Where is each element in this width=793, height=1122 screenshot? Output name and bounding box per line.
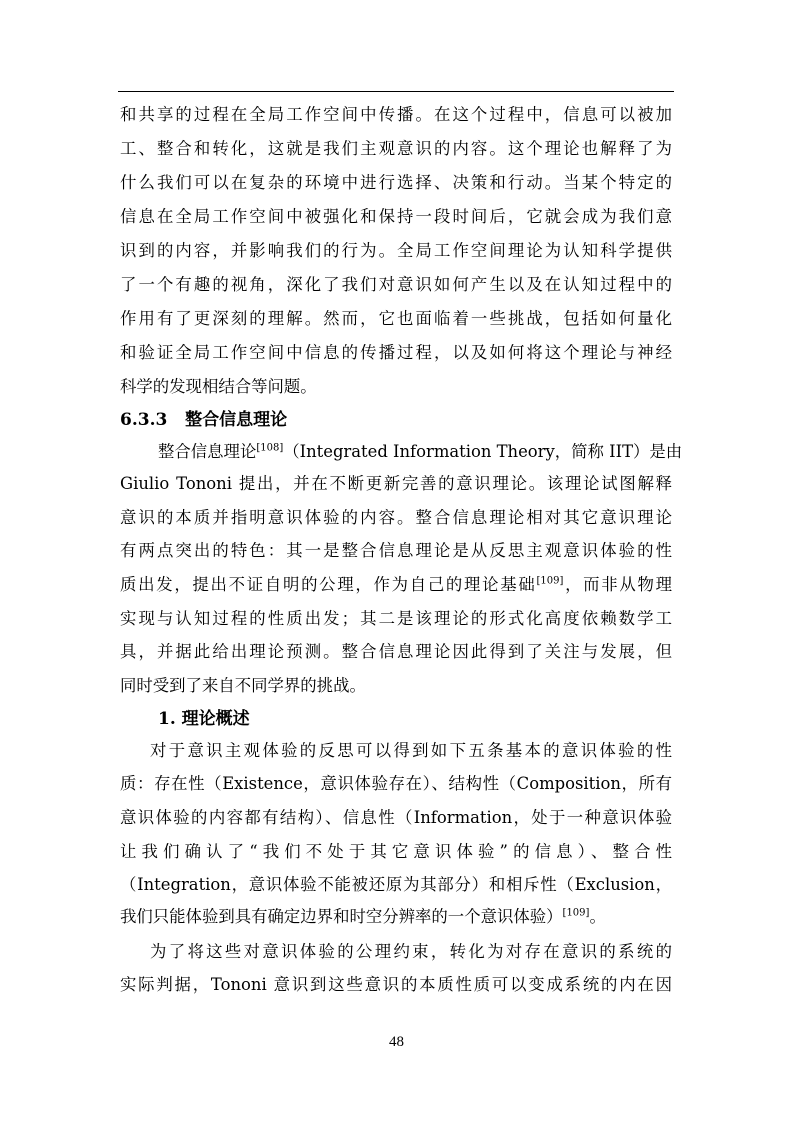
text-line: （Integration，意识体验不能被还原为其部分）和相斥性（Exclusion，	[120, 875, 672, 894]
text-segment: 我们只能体验到具有确定边界和时空分辨率的一个意识体验）	[120, 907, 563, 926]
text-line: 让我们确认了“我们不处于其它意识体验”的信息）、整合性	[120, 842, 672, 861]
text-line: 对于意识主观体验的反思可以得到如下五条基本的意识体验的性	[150, 741, 672, 760]
text-line: 识到的内容，并影响我们的行为。全局工作空间理论为认知科学提供	[120, 241, 672, 260]
text-line: 具，并据此给出理论预测。整合信息理论因此得到了关注与发展，但	[120, 642, 672, 661]
text-line: 了一个有趣的视角，深化了我们对意识如何产生以及在认知过程中的	[120, 275, 672, 294]
text-segment: 整合信息理论	[158, 442, 257, 461]
text-line: 信息在全局工作空间中被强化和保持一段时间后，它就会成为我们意	[120, 207, 672, 226]
section-number: 6.3.3	[120, 410, 168, 430]
text-line: 工、整合和转化，这就是我们主观意识的内容。这个理论也解释了为	[120, 139, 672, 158]
text-line: 和验证全局工作空间中信息的传播过程，以及如何将这个理论与神经	[120, 343, 672, 362]
text-line: 实现与认知过程的性质出发；其二是该理论的形式化高度依赖数学工	[120, 609, 672, 628]
text-line: 什么我们可以在复杂的环境中进行选择、决策和行动。当某个特定的	[120, 173, 672, 192]
text-line	[120, 906, 672, 928]
text-segment: ，而非从物理	[563, 575, 673, 594]
subsection-heading: 1. 理论概述	[158, 709, 250, 729]
text-line: 意识体验的内容都有结构）、信息性（Information，处于一种意识体验	[120, 808, 672, 827]
section-title: 整合信息理论	[185, 410, 288, 430]
text-line: 有两点突出的特色：其一是整合信息理论是从反思主观意识体验的性	[120, 541, 672, 560]
citation-109: [109]	[536, 575, 564, 587]
citation-109: [109]	[562, 907, 590, 919]
header-rule	[118, 91, 674, 92]
text-line: 同时受到了来自不同学界的挑战。	[120, 676, 366, 695]
text-line	[120, 574, 672, 596]
text-line	[158, 441, 683, 463]
text-line: 意识的本质并指明意识体验的内容。整合信息理论相对其它意识理论	[120, 508, 672, 527]
text-segment: （Integrated Information Theory，简称 IIT）是由	[283, 442, 683, 461]
text-line: 作用有了更深刻的理解。然而，它也面临着一些挑战，包括如何量化	[120, 309, 672, 328]
text-line: 科学的发现相结合等问题。	[120, 377, 317, 396]
text-line: Giulio Tononi 提出，并在不断更新完善的意识理论。该理论试图解释	[120, 474, 672, 493]
section-heading	[120, 409, 287, 431]
text-line: 和共享的过程在全局工作空间中传播。在这个过程中，信息可以被加	[120, 105, 672, 124]
text-line: 实际判据，Tononi 意识到这些意识的本质性质可以变成系统的内在因	[120, 975, 672, 994]
text-segment: 。	[589, 907, 606, 926]
text-line: 为了将这些对意识体验的公理约束，转化为对存在意识的系统的	[150, 942, 672, 961]
citation-108: [108]	[256, 442, 284, 454]
page-number: 48	[389, 1034, 404, 1050]
text-segment: 质出发，提出不证自明的公理，作为自己的理论基础	[120, 575, 537, 594]
text-line: 质：存在性（Existence，意识体验存在）、结构性（Composition，所有	[120, 774, 672, 793]
